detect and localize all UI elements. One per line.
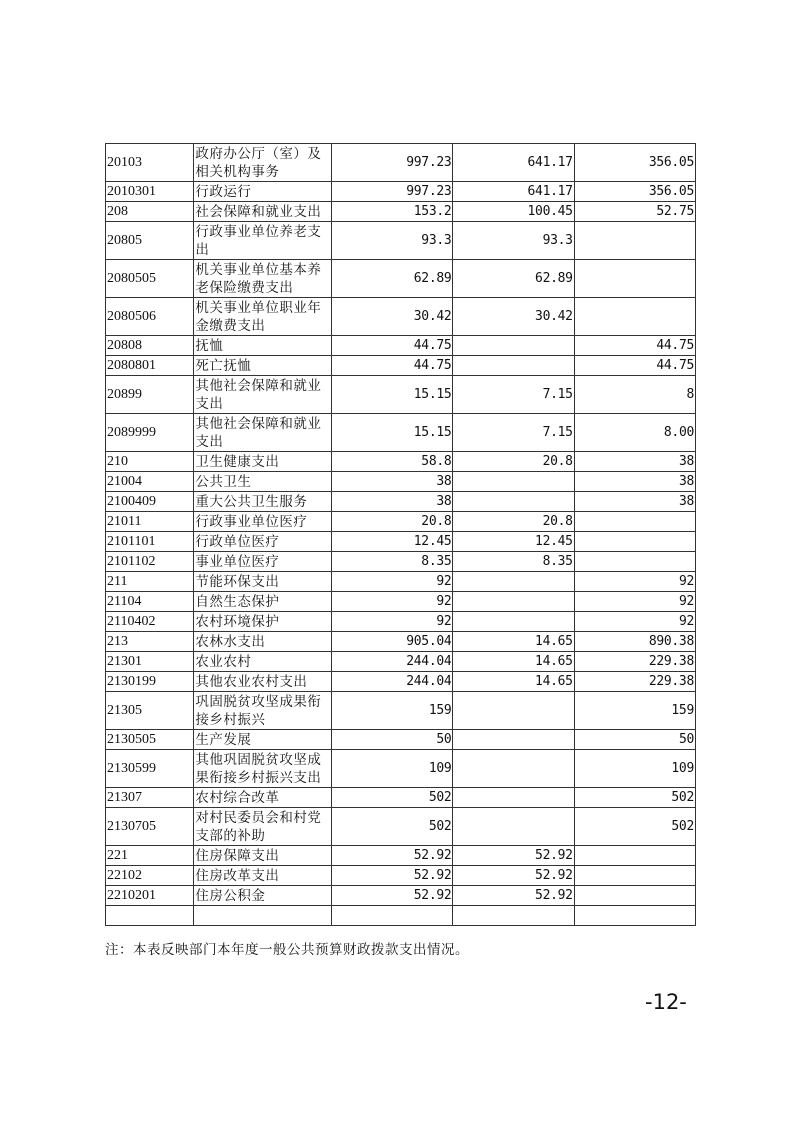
project-expenditure-cell: 159 [574,692,695,730]
account-code-cell: 21011 [106,512,194,532]
table-row [106,298,696,336]
account-name-cell: 事业单位医疗 [194,552,332,572]
project-expenditure-cell: 890.38 [574,632,695,652]
account-code-cell: 20805 [106,222,194,260]
basic-expenditure-cell [453,592,574,612]
account-code-cell: 2089999 [106,414,194,452]
table-row [106,260,696,298]
total-cell: 62.89 [332,260,453,298]
total-cell: 92 [332,572,453,592]
total-cell: 38 [332,492,453,512]
table-row [106,452,696,472]
total-cell: 502 [332,808,453,846]
basic-expenditure-cell: 12.45 [453,532,574,552]
table-row [106,788,696,808]
project-expenditure-cell [574,298,695,336]
project-expenditure-cell: 502 [574,808,695,846]
account-code-cell: 2080801 [106,356,194,376]
total-cell: 92 [332,612,453,632]
total-cell: 20.8 [332,512,453,532]
account-name-cell: 农村环境保护 [194,612,332,632]
table-row [106,356,696,376]
project-expenditure-cell [574,512,695,532]
project-expenditure-cell: 229.38 [574,652,695,672]
project-expenditure-cell: 52.75 [574,202,695,222]
table-row [106,376,696,414]
table-row [106,692,696,730]
account-name-cell [194,906,332,926]
total-cell: 92 [332,592,453,612]
account-name-cell: 生产发展 [194,730,332,750]
total-cell: 93.3 [332,222,453,260]
account-code-cell: 22102 [106,866,194,886]
basic-expenditure-cell [453,906,574,926]
basic-expenditure-cell: 14.65 [453,632,574,652]
basic-expenditure-cell: 52.92 [453,846,574,866]
basic-expenditure-cell: 641.17 [453,144,574,182]
account-code-cell: 208 [106,202,194,222]
account-code-cell: 21301 [106,652,194,672]
total-cell: 109 [332,750,453,788]
account-name-cell: 重大公共卫生服务 [194,492,332,512]
table-row [106,472,696,492]
account-name-cell: 住房公积金 [194,886,332,906]
account-name-cell: 公共卫生 [194,472,332,492]
account-code-cell: 2010301 [106,182,194,202]
account-code-cell: 2080505 [106,260,194,298]
basic-expenditure-cell: 52.92 [453,886,574,906]
total-cell: 30.42 [332,298,453,336]
account-name-cell: 行政单位医疗 [194,532,332,552]
total-cell: 52.92 [332,886,453,906]
budget-expenditure-table [105,143,696,926]
account-code-cell: 221 [106,846,194,866]
table-row [106,592,696,612]
account-name-cell: 机关事业单位职业年金缴费支出 [194,298,332,336]
account-code-cell [106,906,194,926]
page-number: -12- [645,990,687,1014]
account-code-cell: 2130599 [106,750,194,788]
total-cell: 502 [332,788,453,808]
table-row [106,846,696,866]
project-expenditure-cell: 44.75 [574,356,695,376]
account-code-cell: 21104 [106,592,194,612]
table-row [106,886,696,906]
total-cell: 153.2 [332,202,453,222]
table-note: 注：本表反映部门本年度一般公共预算财政拨款支出情况。 [105,942,469,958]
basic-expenditure-cell [453,612,574,632]
project-expenditure-cell: 109 [574,750,695,788]
basic-expenditure-cell: 62.89 [453,260,574,298]
account-code-cell: 2100409 [106,492,194,512]
project-expenditure-cell: 92 [574,612,695,632]
basic-expenditure-cell: 20.8 [453,512,574,532]
project-expenditure-cell [574,532,695,552]
table-row [106,612,696,632]
table-row [106,202,696,222]
total-cell: 244.04 [332,672,453,692]
project-expenditure-cell [574,846,695,866]
table-row [106,182,696,202]
table-row [106,572,696,592]
account-name-cell: 巩固脱贫攻坚成果衔接乡村振兴 [194,692,332,730]
account-code-cell: 21307 [106,788,194,808]
account-name-cell: 其他社会保障和就业支出 [194,414,332,452]
basic-expenditure-cell [453,356,574,376]
account-name-cell: 抚恤 [194,336,332,356]
total-cell: 15.15 [332,414,453,452]
project-expenditure-cell: 92 [574,592,695,612]
table-row [106,672,696,692]
project-expenditure-cell: 38 [574,472,695,492]
table-row [106,652,696,672]
table-row [106,414,696,452]
project-expenditure-cell: 8 [574,376,695,414]
account-name-cell: 政府办公厅（室）及相关机构事务 [194,144,332,182]
account-name-cell: 其他社会保障和就业支出 [194,376,332,414]
table-row [106,632,696,652]
project-expenditure-cell: 38 [574,452,695,472]
total-cell: 52.92 [332,846,453,866]
account-code-cell: 20899 [106,376,194,414]
account-name-cell: 卫生健康支出 [194,452,332,472]
account-name-cell: 死亡抚恤 [194,356,332,376]
basic-expenditure-cell: 8.35 [453,552,574,572]
table-row [106,730,696,750]
account-code-cell: 210 [106,452,194,472]
project-expenditure-cell: 8.00 [574,414,695,452]
account-code-cell: 2110402 [106,612,194,632]
basic-expenditure-cell: 7.15 [453,414,574,452]
table-row [106,336,696,356]
project-expenditure-cell: 50 [574,730,695,750]
account-code-cell: 21305 [106,692,194,730]
project-expenditure-cell: 38 [574,492,695,512]
basic-expenditure-cell [453,336,574,356]
project-expenditure-cell: 502 [574,788,695,808]
account-name-cell: 其他巩固脱贫攻坚成果衔接乡村振兴支出 [194,750,332,788]
account-code-cell: 2130199 [106,672,194,692]
account-code-cell: 2080506 [106,298,194,336]
project-expenditure-cell: 356.05 [574,182,695,202]
table-row [106,906,696,926]
table-row [106,512,696,532]
account-code-cell: 20808 [106,336,194,356]
total-cell: 38 [332,472,453,492]
project-expenditure-cell: 44.75 [574,336,695,356]
account-name-cell: 农村综合改革 [194,788,332,808]
table-row [106,808,696,846]
project-expenditure-cell [574,906,695,926]
project-expenditure-cell [574,552,695,572]
basic-expenditure-cell [453,692,574,730]
table-row [106,222,696,260]
total-cell: 997.23 [332,144,453,182]
basic-expenditure-cell: 52.92 [453,866,574,886]
account-name-cell: 行政事业单位养老支出 [194,222,332,260]
project-expenditure-cell: 92 [574,572,695,592]
basic-expenditure-cell: 93.3 [453,222,574,260]
total-cell: 8.35 [332,552,453,572]
total-cell: 12.45 [332,532,453,552]
account-code-cell: 2130705 [106,808,194,846]
account-code-cell: 2101101 [106,532,194,552]
basic-expenditure-cell [453,730,574,750]
basic-expenditure-cell [453,492,574,512]
account-code-cell: 2130505 [106,730,194,750]
total-cell: 58.8 [332,452,453,472]
account-name-cell: 其他农业农村支出 [194,672,332,692]
project-expenditure-cell [574,866,695,886]
account-name-cell: 社会保障和就业支出 [194,202,332,222]
project-expenditure-cell: 356.05 [574,144,695,182]
basic-expenditure-cell: 14.65 [453,672,574,692]
table-row [106,750,696,788]
basic-expenditure-cell: 641.17 [453,182,574,202]
basic-expenditure-cell [453,472,574,492]
account-name-cell: 自然生态保护 [194,592,332,612]
table-row [106,866,696,886]
table-row [106,532,696,552]
project-expenditure-cell: 229.38 [574,672,695,692]
table-row [106,144,696,182]
table-row [106,492,696,512]
basic-expenditure-cell: 7.15 [453,376,574,414]
account-name-cell: 机关事业单位基本养老保险缴费支出 [194,260,332,298]
project-expenditure-cell [574,222,695,260]
account-code-cell: 2101102 [106,552,194,572]
account-name-cell: 节能环保支出 [194,572,332,592]
account-code-cell: 213 [106,632,194,652]
basic-expenditure-cell [453,572,574,592]
account-name-cell: 行政事业单位医疗 [194,512,332,532]
basic-expenditure-cell: 100.45 [453,202,574,222]
account-code-cell: 21004 [106,472,194,492]
total-cell: 15.15 [332,376,453,414]
table-body [106,144,696,926]
project-expenditure-cell [574,886,695,906]
total-cell: 52.92 [332,866,453,886]
basic-expenditure-cell [453,808,574,846]
total-cell: 997.23 [332,182,453,202]
total-cell: 905.04 [332,632,453,652]
account-code-cell: 20103 [106,144,194,182]
account-name-cell: 行政运行 [194,182,332,202]
account-name-cell: 住房改革支出 [194,866,332,886]
basic-expenditure-cell: 14.65 [453,652,574,672]
total-cell: 44.75 [332,336,453,356]
account-name-cell: 对村民委员会和村党支部的补助 [194,808,332,846]
project-expenditure-cell [574,260,695,298]
account-code-cell: 211 [106,572,194,592]
total-cell: 44.75 [332,356,453,376]
account-name-cell: 农业农村 [194,652,332,672]
total-cell: 50 [332,730,453,750]
account-code-cell: 2210201 [106,886,194,906]
total-cell: 244.04 [332,652,453,672]
basic-expenditure-cell: 20.8 [453,452,574,472]
basic-expenditure-cell [453,750,574,788]
basic-expenditure-cell [453,788,574,808]
account-name-cell: 农林水支出 [194,632,332,652]
total-cell [332,906,453,926]
total-cell: 159 [332,692,453,730]
account-name-cell: 住房保障支出 [194,846,332,866]
basic-expenditure-cell: 30.42 [453,298,574,336]
table-row [106,552,696,572]
